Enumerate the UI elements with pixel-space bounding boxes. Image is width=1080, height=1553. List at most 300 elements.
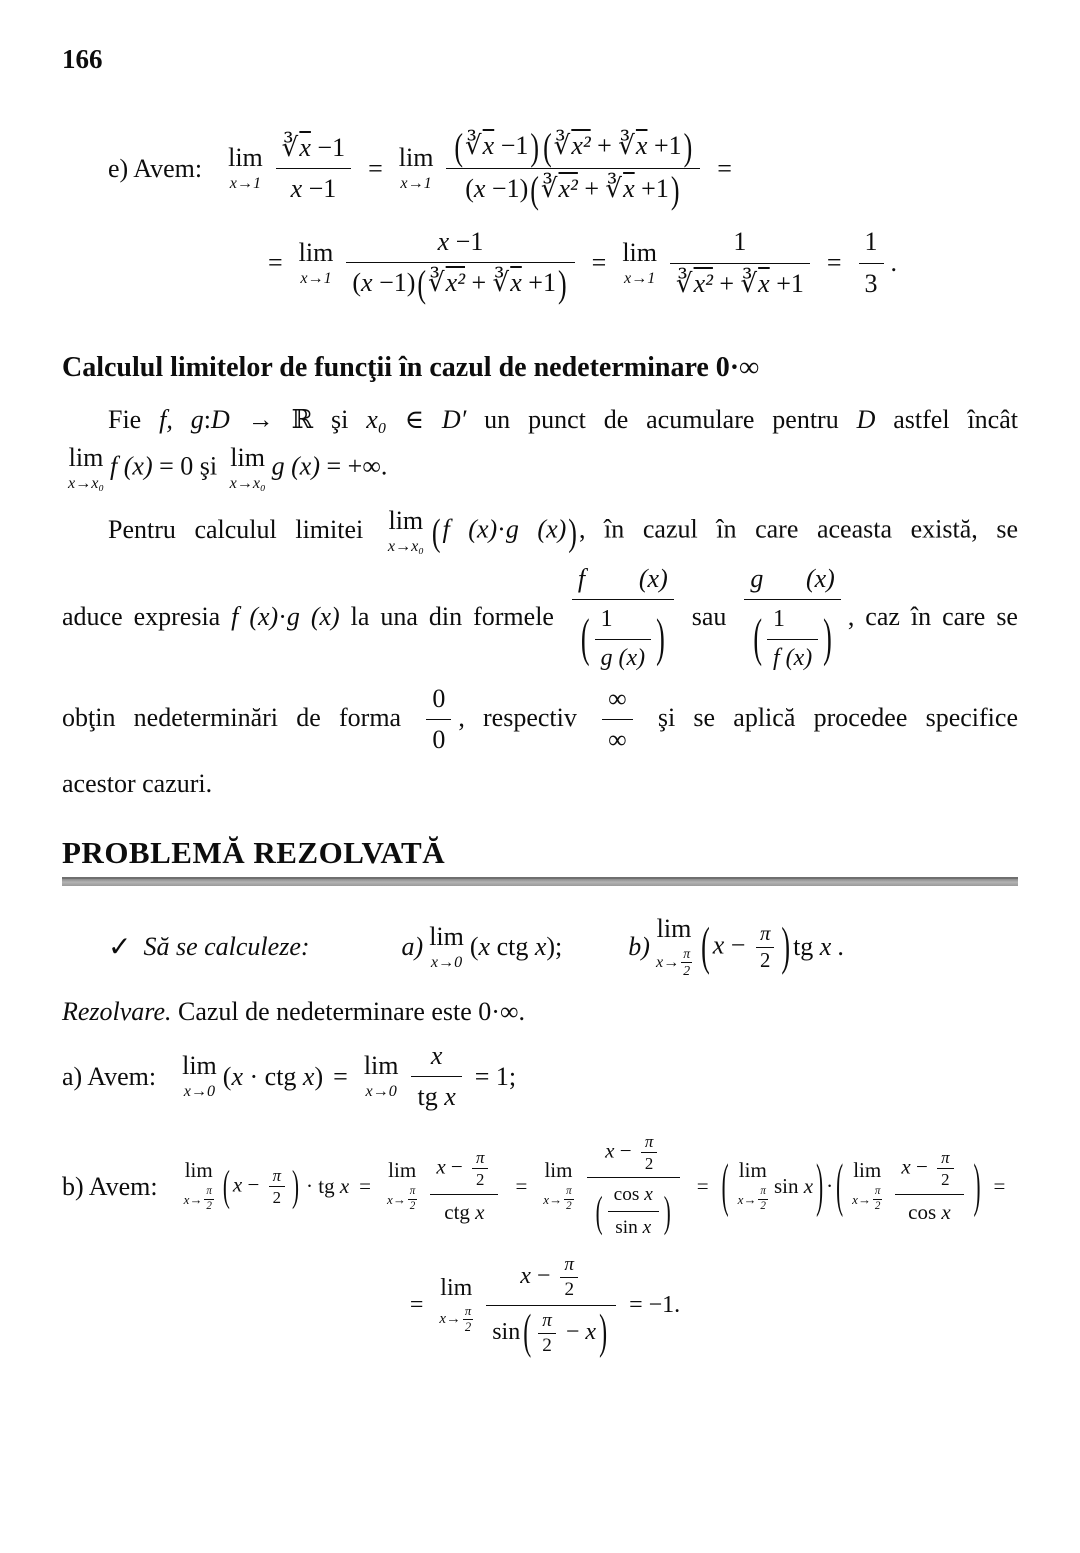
math-expression: [223, 1062, 323, 1092]
variable: x: [430, 1040, 443, 1070]
lim-word: lim: [429, 921, 464, 951]
denominator: [859, 263, 884, 302]
limit-subscript: x→x₀: [229, 475, 266, 493]
function-name: ctg: [444, 1199, 476, 1224]
limit-operator: [388, 508, 424, 555]
math-token: −1: [302, 174, 337, 204]
denominator: [608, 1211, 659, 1241]
numerator: [572, 562, 674, 600]
equation-e-line2: [268, 225, 1018, 306]
paragraph-line: [62, 508, 1018, 555]
variable: x: [339, 1174, 350, 1199]
denominator: [595, 639, 651, 675]
limit-subscript: [852, 1186, 882, 1212]
limit-subscript: x→0: [183, 1083, 216, 1101]
big-paren: (: [417, 262, 427, 306]
variable: x: [819, 932, 832, 962]
math-token: 1: [733, 227, 747, 257]
function-name: sin: [615, 1217, 643, 1239]
function-name: ctg: [490, 932, 535, 962]
lim-word: lim: [398, 143, 434, 173]
paragraph-line: [62, 445, 1018, 492]
solution-intro: [62, 997, 1018, 1027]
text-run: ∈: [386, 405, 442, 435]
fraction: [587, 1131, 680, 1243]
equals-sign: =: [591, 248, 607, 278]
denominator: [411, 1076, 461, 1115]
numerator: [895, 1147, 963, 1194]
text-run: :: [203, 405, 211, 435]
variable: x: [605, 1138, 615, 1163]
numerator: [744, 562, 841, 600]
numerator: [859, 225, 884, 263]
function-name: cos: [613, 1184, 645, 1206]
math-text: D: [856, 405, 876, 435]
text-run: sau: [680, 601, 738, 631]
cube-root-icon: ∛: [465, 131, 482, 160]
limit-subscript: [387, 1186, 417, 1212]
big-paren: (: [753, 608, 762, 668]
pi-over-two: [758, 1186, 768, 1212]
denominator: [572, 599, 674, 676]
limit-subscript: x→1: [623, 269, 656, 287]
cube-root-icon: ∛: [492, 268, 510, 298]
item-label: b) Avem:: [62, 1171, 158, 1201]
dot-operator: · tg: [306, 1174, 340, 1199]
plus-sign: +: [465, 268, 493, 298]
pi-symbol: π: [566, 1185, 572, 1198]
problem-statement: [62, 913, 1018, 979]
paragraph-line: [62, 400, 1018, 439]
cube-root-icon: ∛: [740, 268, 758, 298]
denominator: ∞: [602, 719, 633, 758]
text-run: acestor cazuri.: [62, 768, 213, 798]
numerator: [346, 225, 574, 263]
minus-sign: −: [614, 1138, 637, 1163]
fraction: [859, 225, 884, 301]
equals-sign: =: [268, 248, 283, 278]
math-token: 2: [873, 1199, 883, 1213]
item-label: a): [401, 932, 424, 962]
numerator: [276, 131, 351, 169]
denominator: [446, 168, 700, 212]
text-run: = 0 şi: [152, 451, 224, 481]
math-token: 2: [408, 1199, 418, 1213]
math-text: f (x): [773, 644, 813, 671]
check-icon: ✓: [108, 932, 132, 964]
dot-operator: ·: [497, 515, 506, 544]
pi-over-two: [204, 1186, 214, 1212]
big-paren: ): [670, 169, 680, 212]
math-expression: [470, 932, 562, 962]
math-token: 2: [681, 962, 692, 978]
limit-subscript: x→x₀: [68, 475, 105, 493]
paren: ): [314, 1061, 324, 1091]
numerator: 0: [432, 683, 446, 713]
math-token: );: [546, 932, 563, 962]
fraction: [411, 1039, 461, 1115]
fraction: [608, 1182, 659, 1241]
pi-symbol: π: [564, 1253, 575, 1275]
math-text: g (x): [286, 601, 340, 631]
variable: x: [436, 1154, 446, 1179]
math-token: 2: [758, 1199, 768, 1213]
big-paren: ): [568, 511, 577, 554]
math-text: f (x): [442, 515, 498, 544]
math-token: −1: [372, 268, 407, 298]
pi-symbol: π: [759, 921, 771, 945]
math-token: 2: [204, 1199, 214, 1213]
pi-over-two: [538, 1310, 556, 1357]
variable: x: [290, 174, 303, 204]
big-paren: ): [781, 916, 791, 976]
radicand: x²: [571, 131, 591, 160]
big-paren: (: [431, 511, 441, 554]
limit-operator: [852, 1160, 882, 1212]
minus-sign: −: [724, 930, 752, 960]
radicand: $\overline{x}$: [758, 268, 770, 298]
variable: x: [473, 174, 486, 204]
function-name: tg: [417, 1082, 445, 1112]
math-token: −1: [485, 174, 520, 204]
function-name: · ctg: [243, 1061, 303, 1091]
fraction: [486, 1253, 616, 1358]
math-token: −1: [449, 226, 484, 256]
lim-word: lim: [298, 237, 334, 267]
paren: ): [519, 174, 529, 204]
section-heading: Calculul limitelor de funcţii în cazul de nedeterminare 0·∞: [62, 352, 760, 384]
function-name: sin: [773, 1174, 804, 1199]
math-token: 2: [560, 1277, 578, 1301]
variable: x: [585, 1318, 597, 1345]
limit-operator: [298, 237, 334, 287]
pi-over-two: [873, 1186, 883, 1212]
pi-symbol: π: [760, 1185, 766, 1198]
limit-operator: [68, 445, 104, 492]
pi-over-two: [472, 1148, 488, 1190]
cube-root-icon: ∛: [281, 132, 299, 162]
equals-sign: =: [333, 1061, 348, 1091]
math-token: 2: [937, 1168, 953, 1189]
pi-symbol: π: [272, 1165, 281, 1185]
numerator: [608, 1182, 659, 1211]
math-token: x→: [543, 1192, 563, 1208]
big-paren: (: [222, 1160, 230, 1211]
limit-operator: [738, 1160, 768, 1212]
pi-over-two: [408, 1186, 418, 1212]
dot-operator: ·: [826, 1174, 834, 1199]
math-text: f (x): [110, 451, 153, 481]
math-token: 1: [864, 227, 878, 257]
math-token: +1: [634, 174, 669, 204]
pi-symbol: π: [476, 1148, 485, 1168]
equals-sign: =: [368, 153, 383, 183]
denominator: [670, 263, 810, 302]
big-paren: (: [530, 169, 539, 212]
text-run: = +∞.: [320, 451, 388, 481]
denominator: [767, 639, 818, 675]
text-run: un punct de acumulare pentru: [466, 405, 857, 435]
limit-subscript: [543, 1186, 573, 1212]
minus-sign: −: [559, 1318, 586, 1345]
limit-subscript: [738, 1186, 768, 1212]
pi-over-two: [560, 1254, 578, 1301]
numerator: [670, 225, 810, 263]
math-token: 2: [269, 1186, 285, 1207]
limit-subscript: [184, 1186, 214, 1212]
math-text: D: [210, 405, 230, 435]
radicand: x²: [558, 174, 578, 204]
math-token: 2: [756, 947, 774, 973]
variable: x: [534, 932, 547, 962]
math-expression: [793, 932, 831, 962]
pi-over-two: [681, 947, 692, 979]
big-paren: ): [663, 1187, 671, 1237]
lim-word: lim: [656, 913, 692, 943]
equals-sign: =: [359, 1174, 371, 1199]
result: = −1.: [629, 1291, 681, 1318]
paren: (: [352, 268, 362, 298]
pi-symbol: π: [409, 1185, 416, 1198]
minus-sign: −: [242, 1172, 265, 1197]
minus-sign: −: [445, 1154, 469, 1179]
fraction: [670, 225, 810, 301]
math-text: f (x): [231, 601, 279, 631]
pi-symbol: π: [644, 1131, 654, 1151]
math-token: x→: [439, 1311, 461, 1328]
pi-symbol: π: [542, 1309, 552, 1331]
fraction: [346, 225, 574, 306]
big-paren: (: [454, 125, 464, 168]
big-paren: (: [701, 916, 710, 976]
text-run: la una din formele: [339, 601, 565, 631]
solution-label: Rezolvare.: [62, 996, 172, 1026]
cube-root-icon: ∛: [540, 174, 558, 204]
pi-symbol: π: [464, 1303, 472, 1318]
variable: x: [803, 1174, 814, 1199]
lim-word: lim: [182, 1051, 217, 1081]
math-text: g (x): [600, 644, 646, 671]
math-token: 2: [472, 1168, 488, 1189]
big-paren: ): [530, 125, 540, 168]
limit-subscript: x→0: [430, 953, 463, 971]
equals-sign: =: [409, 1291, 424, 1318]
math-token: 2: [564, 1199, 574, 1213]
pi-symbol: π: [206, 1185, 212, 1198]
solution-line-b: [62, 1131, 1018, 1243]
variable: x: [941, 1199, 951, 1224]
paren: (: [469, 932, 479, 962]
math-expression: [774, 1174, 813, 1199]
limit-operator: [230, 445, 266, 492]
lim-word: lim: [544, 1158, 573, 1183]
limit-operator: [182, 1053, 217, 1100]
function-name: cos: [908, 1199, 942, 1224]
limit-subscript: x→1: [400, 175, 432, 193]
limit-operator: [439, 1276, 473, 1335]
pi-over-two: [564, 1186, 574, 1212]
solution-line-a: [62, 1039, 1018, 1115]
problem-prompt: Să se calculeze:: [143, 932, 310, 962]
math-text: g (x): [750, 563, 835, 593]
math-token: 2: [641, 1152, 657, 1173]
radicand: $\overline{x}$: [510, 268, 522, 298]
math-expression: [306, 1174, 349, 1199]
numerator: 1: [773, 606, 785, 633]
big-paren: ): [599, 1306, 608, 1360]
cube-root-icon: ∛: [553, 131, 571, 160]
numerator: ∞: [608, 683, 627, 713]
math-token: 3: [864, 268, 878, 298]
limit-operator: [429, 921, 464, 971]
equals-sign: =: [993, 1174, 1006, 1199]
text-run: , în cazul în care aceasta există, se: [578, 515, 1018, 544]
variable: x: [642, 1217, 652, 1239]
fraction: [446, 125, 700, 212]
text-run: obţin nedeterminări de forma: [62, 702, 420, 732]
math-token: +1: [769, 268, 804, 298]
variable: x: [520, 1262, 531, 1289]
big-paren: (: [543, 125, 552, 168]
math-text: g (x): [271, 451, 320, 481]
variable: x: [478, 932, 491, 962]
period: .: [837, 932, 844, 962]
plus-sign: +: [712, 268, 741, 298]
item-label: b): [628, 932, 650, 962]
fraction: [895, 1147, 963, 1226]
lim-word: lim: [738, 1158, 767, 1183]
radicand: $\overline{x}$: [299, 132, 311, 162]
paragraph-line: [62, 682, 1018, 758]
math-token: −1: [494, 131, 529, 160]
math-token: +1: [521, 268, 556, 298]
equals-sign: =: [826, 248, 842, 278]
minus-sign: −: [530, 1262, 557, 1289]
lim-word: lim: [388, 1158, 417, 1183]
variable: x: [232, 1172, 243, 1197]
text-run: astfel încât: [875, 405, 1018, 435]
pi-over-two: [269, 1166, 285, 1208]
equals-sign: =: [717, 153, 732, 183]
math-token: x→: [183, 1192, 203, 1208]
variable: x: [302, 1061, 315, 1091]
cube-root-icon: ∛: [675, 268, 693, 298]
problem-heading: PROBLEMĂ REZOLVATĂ: [62, 834, 446, 870]
limit-operator: [399, 145, 434, 192]
minus-sign: −: [910, 1154, 934, 1179]
item-label: a) Avem:: [62, 1061, 157, 1091]
math-token: −1: [310, 132, 346, 162]
math-token: +1: [647, 131, 682, 160]
big-paren: ): [683, 125, 693, 168]
numerator: [587, 1131, 680, 1178]
big-paren: ): [292, 1160, 299, 1211]
radicand: $\overline{x}$: [623, 174, 635, 204]
solution-final-line: [62, 1253, 1018, 1358]
paren: ): [406, 268, 416, 298]
fraction: [767, 604, 818, 675]
function-name: sin: [492, 1318, 521, 1345]
fraction: [430, 1147, 498, 1226]
plus-sign: +: [577, 174, 606, 204]
paragraph-line: [62, 562, 1018, 676]
lim-word: lim: [363, 1051, 399, 1081]
denominator: [744, 599, 841, 676]
math-text: f, g: [159, 405, 204, 435]
limit-subscript: x→x₀: [387, 538, 424, 556]
big-paren: ): [973, 1151, 981, 1219]
pi-symbol: π: [683, 945, 691, 961]
math-token: 2: [463, 1319, 473, 1334]
heading-rule: [62, 877, 1018, 886]
limit-subscript: x→0: [365, 1083, 397, 1101]
variable: x: [231, 1061, 243, 1091]
limit-subscript: x→1: [300, 269, 332, 287]
variable: x: [361, 268, 373, 298]
limit-operator: [655, 913, 692, 979]
limit-subscript: [439, 1305, 473, 1335]
big-paren: ): [656, 608, 665, 668]
fraction: [602, 682, 633, 758]
limit-subscript: x→1: [229, 175, 262, 193]
numerator: [430, 1147, 498, 1194]
denominator: [895, 1194, 963, 1226]
text-run: aduce expresia: [62, 601, 232, 631]
lim-word: lim: [230, 443, 265, 473]
item-label: e) Avem:: [108, 153, 203, 183]
equals-sign: =: [515, 1174, 528, 1199]
numerator: [486, 1253, 616, 1305]
paren: (: [465, 174, 474, 204]
variable: x: [444, 1082, 456, 1112]
text-run: → ℝ şi: [229, 405, 367, 435]
period: .: [890, 248, 898, 278]
radicand: $\overline{x}$: [482, 131, 495, 160]
limit-operator: [228, 145, 263, 192]
denominator: [587, 1177, 680, 1242]
paragraph-definition: [62, 400, 1018, 492]
cube-root-icon: ∛: [428, 268, 445, 298]
math-token: x→: [737, 1192, 757, 1208]
pi-over-two: [641, 1132, 657, 1174]
big-paren: (: [721, 1151, 729, 1219]
big-paren: (: [595, 1187, 603, 1237]
radicand: x²: [445, 268, 465, 298]
text-run: Cazul de nedeterminare este 0·∞.: [171, 996, 525, 1026]
math-expression: [713, 922, 779, 973]
fraction: [595, 604, 651, 675]
fraction: [276, 131, 351, 207]
denominator: [430, 1194, 498, 1226]
math-token: x→: [655, 953, 680, 971]
text-run: , caz în care se: [847, 601, 1018, 631]
numerator: 1: [600, 606, 613, 633]
denominator: [486, 1305, 616, 1358]
fraction: [744, 562, 841, 676]
big-paren: ): [557, 262, 567, 306]
lim-word: lim: [184, 1158, 213, 1183]
fraction: [572, 562, 674, 676]
pi-over-two: [937, 1148, 953, 1190]
limit-subscript: [656, 947, 692, 979]
result: = 1;: [474, 1061, 517, 1091]
lim-word: lim: [228, 143, 263, 173]
dot-operator: ·: [278, 601, 287, 631]
variable: x: [901, 1154, 911, 1179]
big-paren: ): [816, 1151, 824, 1219]
pi-over-two: [463, 1305, 473, 1335]
math-text: g (x): [505, 515, 567, 544]
